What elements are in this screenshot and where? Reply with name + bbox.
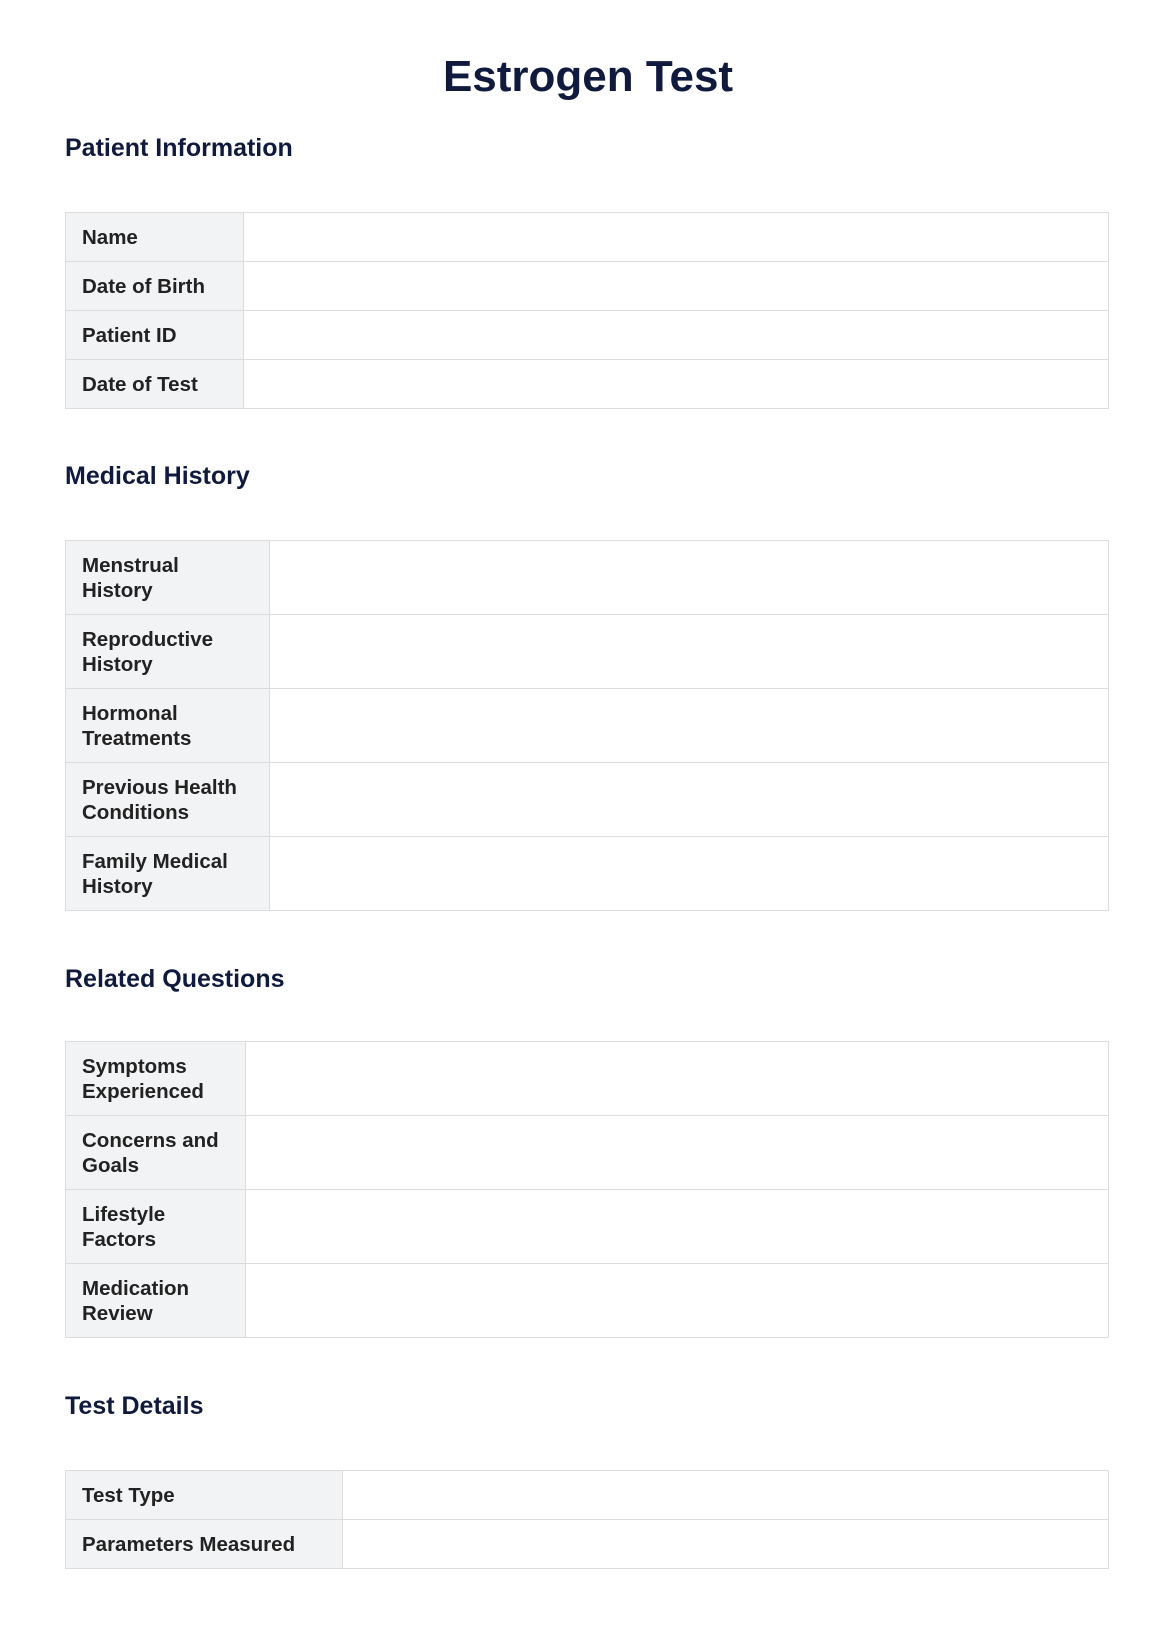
value-field[interactable] bbox=[270, 763, 1109, 837]
row-label: Date of Test bbox=[66, 360, 244, 409]
section-heading-patient-information: Patient Information bbox=[65, 134, 293, 162]
table-row bbox=[66, 311, 1109, 360]
section-heading-test-details: Test Details bbox=[65, 1392, 204, 1420]
value-field[interactable] bbox=[244, 360, 1109, 409]
value-field[interactable] bbox=[270, 837, 1109, 911]
medical-history-table bbox=[65, 540, 1109, 911]
row-label: Concerns and Goals bbox=[66, 1116, 246, 1190]
row-label: Previous Health Conditions bbox=[66, 763, 270, 837]
section-heading-related-questions: Related Questions bbox=[65, 965, 285, 993]
value-field[interactable] bbox=[244, 311, 1109, 360]
row-label: Medication Review bbox=[66, 1264, 246, 1338]
table-row bbox=[66, 360, 1109, 409]
row-label: Lifestyle Factors bbox=[66, 1190, 246, 1264]
table-row bbox=[66, 541, 1109, 615]
value-field[interactable] bbox=[270, 615, 1109, 689]
value-field[interactable] bbox=[343, 1520, 1109, 1569]
table-row bbox=[66, 1520, 1109, 1569]
table-row bbox=[66, 689, 1109, 763]
row-label: Symptoms Experienced bbox=[66, 1042, 246, 1116]
row-label: Hormonal Treatments bbox=[66, 689, 270, 763]
table-row bbox=[66, 763, 1109, 837]
table-row bbox=[66, 213, 1109, 262]
row-label: Name bbox=[66, 213, 244, 262]
value-field[interactable] bbox=[246, 1042, 1109, 1116]
related-questions-table bbox=[65, 1041, 1109, 1338]
value-field[interactable] bbox=[244, 213, 1109, 262]
test-details-table bbox=[65, 1470, 1109, 1569]
value-field[interactable] bbox=[246, 1264, 1109, 1338]
row-label: Reproductive History bbox=[66, 615, 270, 689]
row-label: Test Type bbox=[66, 1471, 343, 1520]
patient-information-table bbox=[65, 212, 1109, 409]
value-field[interactable] bbox=[246, 1190, 1109, 1264]
value-field[interactable] bbox=[343, 1471, 1109, 1520]
table-row bbox=[66, 1471, 1109, 1520]
row-label: Date of Birth bbox=[66, 262, 244, 311]
section-heading-medical-history: Medical History bbox=[65, 462, 250, 490]
table-row bbox=[66, 1116, 1109, 1190]
table-row bbox=[66, 1042, 1109, 1116]
value-field[interactable] bbox=[270, 689, 1109, 763]
table-row bbox=[66, 1190, 1109, 1264]
value-field[interactable] bbox=[270, 541, 1109, 615]
row-label: Patient ID bbox=[66, 311, 244, 360]
table-row bbox=[66, 262, 1109, 311]
table-row bbox=[66, 615, 1109, 689]
page-title: Estrogen Test bbox=[442, 52, 734, 101]
row-label: Menstrual History bbox=[66, 541, 270, 615]
row-label: Family Medical History bbox=[66, 837, 270, 911]
table-row bbox=[66, 837, 1109, 911]
table-row bbox=[66, 1264, 1109, 1338]
value-field[interactable] bbox=[244, 262, 1109, 311]
row-label: Parameters Measured bbox=[66, 1520, 343, 1569]
value-field[interactable] bbox=[246, 1116, 1109, 1190]
